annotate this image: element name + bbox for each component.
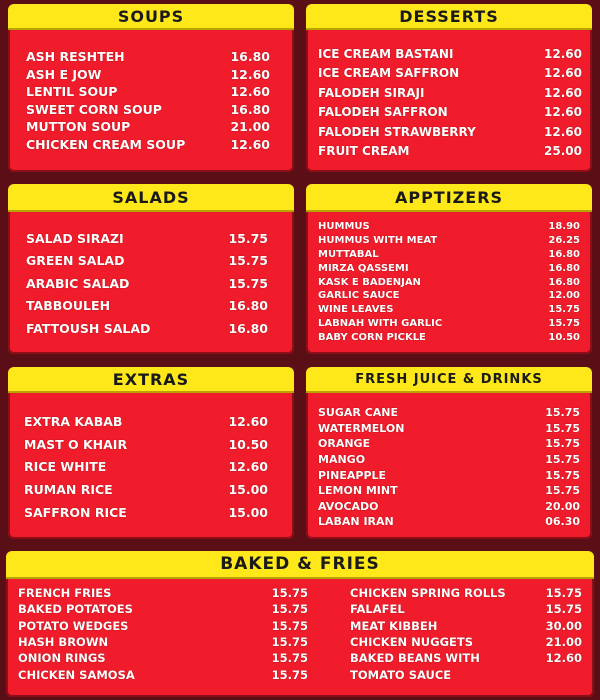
menu-item-price: 16.80 bbox=[548, 262, 580, 274]
menu-item-name: CHICKEN SPRING ROLLS bbox=[350, 586, 506, 601]
menu-item-price: 15.00 bbox=[228, 505, 268, 521]
menu-item-name: FALODEH SIRAJI bbox=[318, 85, 425, 100]
menu-item-name: PINEAPPLE bbox=[318, 468, 387, 482]
menu-item bbox=[318, 234, 580, 248]
menu-item-name: BAKED POTATOES bbox=[18, 602, 133, 617]
salads-panel bbox=[8, 184, 294, 354]
menu-item bbox=[318, 261, 580, 275]
menu-item-name: MAST O KHAIR bbox=[24, 436, 128, 452]
menu-item-price: 16.80 bbox=[548, 276, 580, 288]
menu-item bbox=[318, 44, 582, 64]
menu-item-name: WINE LEAVES bbox=[318, 304, 394, 316]
menu-item bbox=[318, 83, 582, 103]
soups-panel bbox=[8, 4, 294, 172]
menu-item-name: LABAN IRAN bbox=[318, 515, 394, 529]
menu-item bbox=[18, 601, 308, 617]
menu-item-price: 12.60 bbox=[228, 459, 268, 475]
menu-item bbox=[18, 585, 308, 601]
menu-item-price: 10.50 bbox=[228, 436, 268, 452]
extras-list bbox=[24, 410, 268, 524]
soups-list bbox=[26, 48, 270, 153]
menu-item-name: WATERMELON bbox=[318, 421, 405, 435]
menu-item bbox=[318, 248, 580, 262]
menu-item-name: KASK E BADENJAN bbox=[318, 276, 421, 288]
menu-item-price: 12.60 bbox=[544, 66, 582, 81]
menu-item-name: ASH RESHTEH bbox=[26, 49, 125, 65]
menu-item bbox=[318, 330, 580, 344]
menu-item bbox=[350, 618, 582, 634]
menu-item-price: 12.60 bbox=[230, 84, 270, 100]
menu-item-name: LENTIL SOUP bbox=[26, 84, 118, 100]
menu-item-price: 16.80 bbox=[228, 320, 268, 336]
menu-item-price: 12.60 bbox=[230, 66, 270, 82]
menu-item bbox=[26, 48, 270, 66]
menu-item-price: 15.75 bbox=[271, 618, 308, 633]
desserts-list bbox=[318, 44, 582, 161]
menu-item-name: CHICKEN CREAM SOUP bbox=[26, 136, 186, 152]
menu-item bbox=[24, 478, 268, 501]
menu-item-name: MEAT KIBBEH bbox=[350, 618, 438, 633]
menu-item-name: RICE WHITE bbox=[24, 459, 107, 475]
menu-item-price: 12.60 bbox=[544, 85, 582, 100]
menu-item bbox=[18, 634, 308, 650]
menu-item bbox=[318, 317, 580, 331]
menu-item bbox=[18, 666, 308, 682]
menu-item-name: MUTTABAL bbox=[318, 248, 379, 260]
menu-item bbox=[318, 275, 580, 289]
menu-item bbox=[318, 122, 582, 142]
menu-item-name: HUMMUS bbox=[318, 221, 370, 233]
menu-item-price: 15.75 bbox=[271, 635, 308, 650]
menu-item-price: 16.80 bbox=[230, 49, 270, 65]
menu-item bbox=[350, 634, 582, 650]
menu-item-price: 15.75 bbox=[228, 230, 268, 246]
menu-item-price: 18.90 bbox=[548, 221, 580, 233]
menu-item-price: 15.75 bbox=[545, 453, 580, 467]
menu-item bbox=[318, 514, 580, 530]
menu-item-name: FALODEH STRAWBERRY bbox=[318, 124, 476, 139]
menu-item bbox=[318, 452, 580, 468]
menu-item-price: 15.75 bbox=[545, 586, 582, 601]
baked-left-list bbox=[18, 585, 308, 683]
menu-item-name: POTATO WEDGES bbox=[18, 618, 129, 633]
menu-item bbox=[318, 405, 580, 421]
menu-item-price: 12.60 bbox=[544, 124, 582, 139]
menu-item-price: 15.00 bbox=[228, 482, 268, 498]
menu-item-name: TOMATO SAUCE bbox=[350, 667, 452, 682]
menu-item bbox=[26, 295, 268, 318]
menu-item bbox=[318, 421, 580, 437]
menu-item-name: SALAD SIRAZI bbox=[26, 230, 124, 246]
salads-header: SALADS bbox=[8, 184, 294, 212]
menu-item-price: 20.00 bbox=[545, 499, 580, 513]
menu-item bbox=[26, 66, 270, 84]
menu-item bbox=[318, 103, 582, 123]
menu-item bbox=[26, 227, 268, 250]
menu-item-name: EXTRA KABAB bbox=[24, 413, 123, 429]
menu-item-price: 15.75 bbox=[545, 406, 580, 420]
menu-item-price: 15.75 bbox=[545, 468, 580, 482]
baked-panel bbox=[6, 551, 594, 697]
menu-item-name: RUMAN RICE bbox=[24, 482, 113, 498]
menu-item-price: 10.50 bbox=[548, 331, 580, 343]
menu-item-name: FALAFEL bbox=[350, 602, 405, 617]
menu-item-name: BAKED BEANS WITH bbox=[350, 651, 480, 666]
appetizers-list bbox=[318, 220, 580, 344]
menu-item-name: ARABIC SALAD bbox=[26, 275, 130, 291]
baked-header: BAKED & FRIES bbox=[6, 551, 594, 579]
juices-panel bbox=[306, 367, 592, 539]
desserts-panel bbox=[306, 4, 592, 172]
menu-item bbox=[24, 501, 268, 524]
menu-item-price: 21.00 bbox=[230, 119, 270, 135]
menu-item-name: BABY CORN PICKLE bbox=[318, 331, 426, 343]
menu-item-price: 12.60 bbox=[228, 413, 268, 429]
menu-item-name: MUTTON SOUP bbox=[26, 119, 131, 135]
menu-item-price: 06.30 bbox=[545, 515, 580, 529]
menu-item-price: 16.80 bbox=[548, 248, 580, 260]
menu-item-price: 26.25 bbox=[548, 235, 580, 247]
menu-item-name: GARLIC SAUCE bbox=[318, 290, 400, 302]
baked-right-list bbox=[350, 585, 582, 683]
menu-item-name: LABNAH WITH GARLIC bbox=[318, 317, 443, 329]
menu-item bbox=[26, 272, 268, 295]
appetizers-header: APPTIZERS bbox=[306, 184, 592, 212]
menu-item bbox=[318, 289, 580, 303]
menu-item-price: 30.00 bbox=[545, 618, 582, 633]
menu-item-name: LEMON MINT bbox=[318, 484, 398, 498]
menu-item-price: 21.00 bbox=[545, 635, 582, 650]
menu-item bbox=[26, 317, 268, 340]
extras-header: EXTRAS bbox=[8, 367, 294, 393]
menu-item-price: 15.75 bbox=[228, 253, 268, 269]
menu-item-price: 12.60 bbox=[544, 46, 582, 61]
menu-item-name: FRUIT CREAM bbox=[318, 144, 410, 159]
menu-item-name: ONION RINGS bbox=[18, 651, 106, 666]
menu-item bbox=[24, 456, 268, 479]
menu-item-name: ASH E JOW bbox=[26, 66, 102, 82]
menu-item bbox=[26, 101, 270, 119]
desserts-header: DESSERTS bbox=[306, 4, 592, 30]
menu-item bbox=[26, 118, 270, 136]
menu-item-name: FRENCH FRIES bbox=[18, 586, 112, 601]
menu-item-name: ORANGE bbox=[318, 437, 371, 451]
menu-item bbox=[24, 433, 268, 456]
menu-item bbox=[18, 618, 308, 634]
salads-list bbox=[26, 227, 268, 340]
menu-item bbox=[350, 585, 582, 601]
menu-item-price: 12.60 bbox=[545, 651, 582, 666]
menu-item-price: 15.75 bbox=[545, 484, 580, 498]
menu-item-name: HASH BROWN bbox=[18, 635, 109, 650]
menu-item bbox=[26, 136, 270, 154]
menu-item bbox=[318, 220, 580, 234]
menu-item-price: 12.60 bbox=[230, 136, 270, 152]
menu-item-price: 15.75 bbox=[271, 602, 308, 617]
menu-item-name: HUMMUS WITH MEAT bbox=[318, 235, 438, 247]
menu-item-name: SAFFRON RICE bbox=[24, 505, 127, 521]
menu-item bbox=[318, 483, 580, 499]
menu-item bbox=[18, 650, 308, 666]
menu-item bbox=[318, 142, 582, 162]
menu-item-price: 25.00 bbox=[544, 144, 582, 159]
menu-item bbox=[24, 410, 268, 433]
menu-item-price: 15.75 bbox=[545, 602, 582, 617]
menu-item bbox=[350, 650, 582, 666]
soups-header: SOUPS bbox=[8, 4, 294, 30]
menu-item-price: 15.75 bbox=[548, 317, 580, 329]
menu-item-name: GREEN SALAD bbox=[26, 253, 125, 269]
menu-item-price: 15.75 bbox=[228, 275, 268, 291]
menu-item-price: 12.60 bbox=[544, 105, 582, 120]
menu-item bbox=[26, 83, 270, 101]
extras-panel bbox=[8, 367, 294, 539]
juices-list bbox=[318, 405, 580, 530]
menu-item-price: 16.80 bbox=[228, 298, 268, 314]
menu-item-name: FATTOUSH SALAD bbox=[26, 320, 151, 336]
menu-item-name: ICE CREAM BASTANI bbox=[318, 46, 454, 61]
menu-item-price: 15.75 bbox=[271, 586, 308, 601]
menu-item-price: 16.80 bbox=[230, 101, 270, 117]
menu-item-price: 15.75 bbox=[545, 437, 580, 451]
menu-item bbox=[318, 64, 582, 84]
menu-item-name: SWEET CORN SOUP bbox=[26, 101, 162, 117]
menu-item-price: 12.00 bbox=[548, 290, 580, 302]
menu-item-name: CHICKEN NUGGETS bbox=[350, 635, 474, 650]
menu-item bbox=[318, 499, 580, 515]
menu-item-name: MANGO bbox=[318, 453, 366, 467]
menu-item bbox=[318, 467, 580, 483]
menu-item-name: TABBOULEH bbox=[26, 298, 111, 314]
menu-item-name: CHICKEN SAMOSA bbox=[18, 667, 135, 682]
menu-item-price: 15.75 bbox=[271, 667, 308, 682]
menu-item-name: FALODEH SAFFRON bbox=[318, 105, 448, 120]
menu-item-price: 15.75 bbox=[548, 304, 580, 316]
menu-item-name: ICE CREAM SAFFRON bbox=[318, 66, 460, 81]
menu-item-name: MIRZA QASSEMI bbox=[318, 262, 409, 274]
menu-item-name: AVOCADO bbox=[318, 499, 379, 513]
menu-item-name: SUGAR CANE bbox=[318, 406, 399, 420]
appetizers-panel bbox=[306, 184, 592, 354]
menu-item bbox=[318, 303, 580, 317]
juices-header: FRESH JUICE & DRINKS bbox=[306, 367, 592, 393]
menu-item bbox=[318, 436, 580, 452]
menu-item-price: 15.75 bbox=[271, 651, 308, 666]
menu-item bbox=[350, 666, 582, 682]
menu-item bbox=[26, 250, 268, 273]
menu-item-price: 15.75 bbox=[545, 421, 580, 435]
menu-item bbox=[350, 601, 582, 617]
